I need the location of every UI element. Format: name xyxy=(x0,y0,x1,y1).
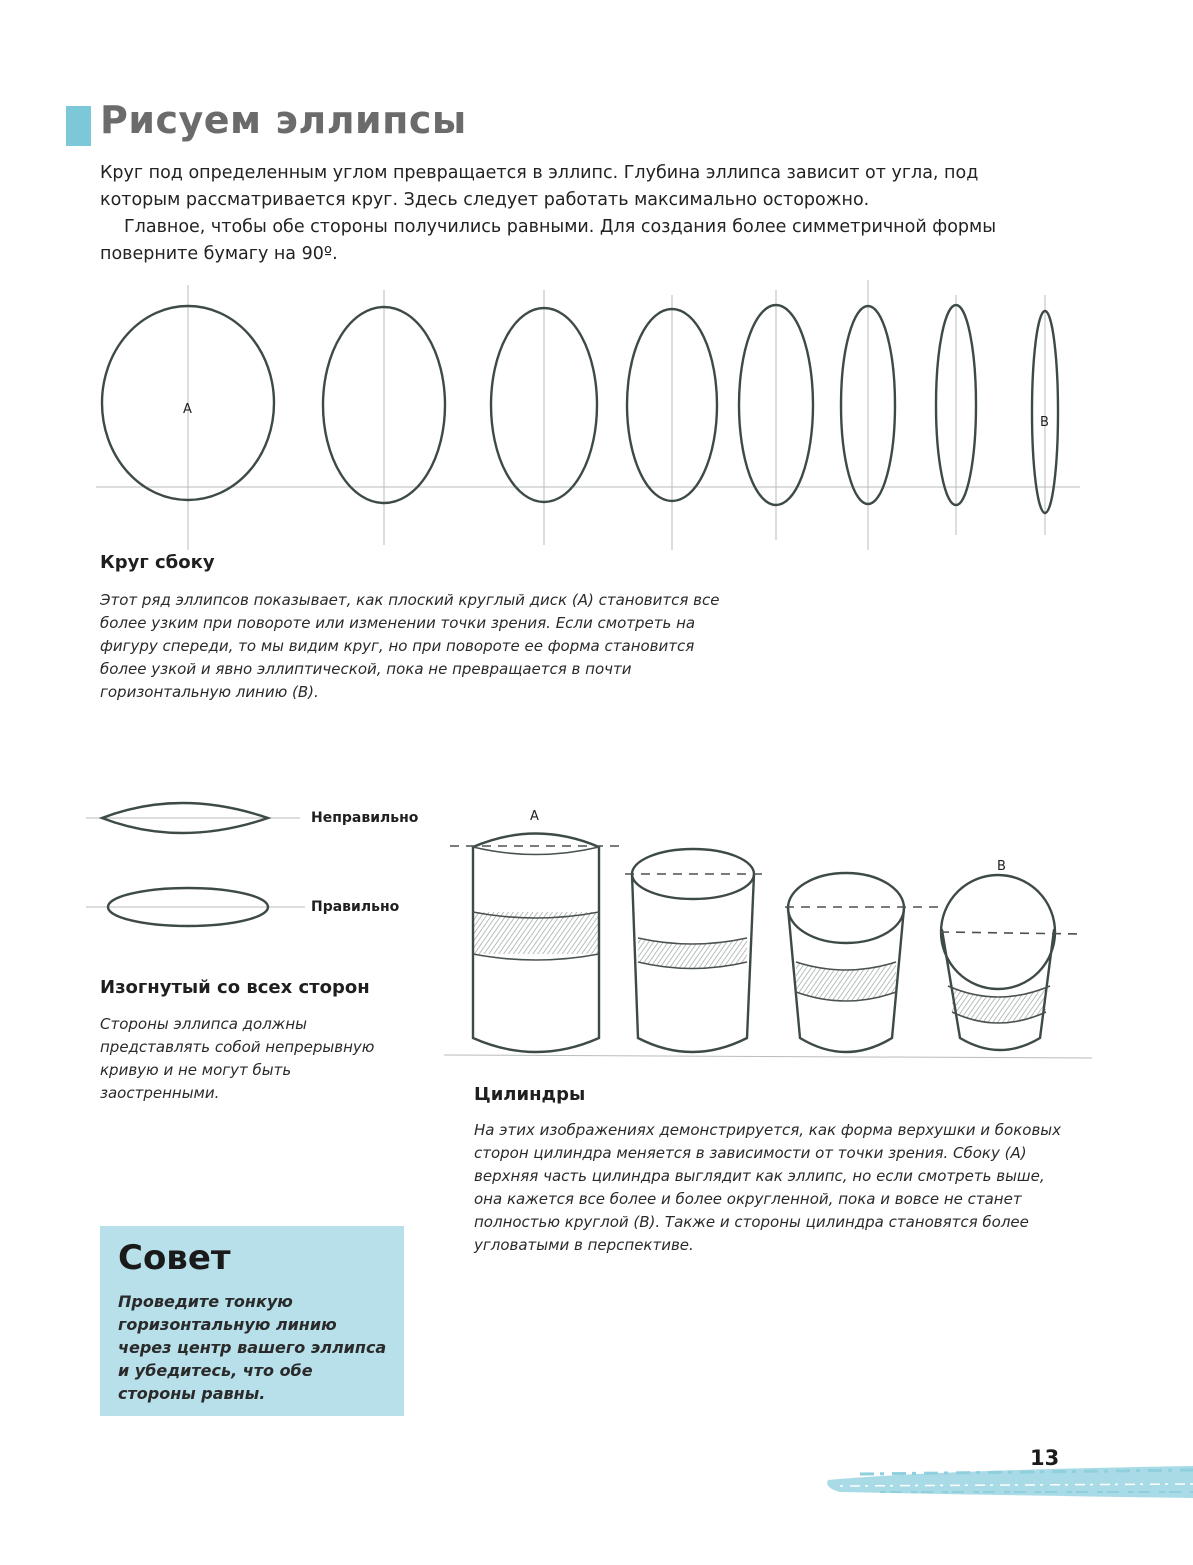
label-a: A xyxy=(183,402,192,417)
cylinders-section-caption: На этих изображениях демонстрируется, как форма верхушки и боковых сторон цилиндра меняется в зависимости от точки зрения. Сбоку (A) верхняя часть цилиндра выглядит как эллипс, но если смотреть выше, она кажется все более и более округленной, пока и вовсе не станет полностью круглой (B). Также и стороны цилиндра становятся более угловатыми в перспективе. xyxy=(474,1121,1062,1254)
wrong-label: Неправильно xyxy=(311,810,419,826)
guide-lines xyxy=(96,280,1080,550)
intro-paragraph-1: Круг под определенным углом превращается в эллипс. Глубина эллипса зависит от угла, под которым рассматривается круг. Здесь следует работать максимально осторожно. xyxy=(100,163,979,210)
cylinder-a xyxy=(450,834,622,1053)
label-b: B xyxy=(1040,415,1049,430)
cylinder-3 xyxy=(785,873,945,1052)
cylinders-section-heading: Цилиндры xyxy=(474,1084,586,1105)
cylinder-label-b: B xyxy=(997,859,1006,874)
right-label: Правильно xyxy=(311,899,400,915)
curved-section-caption: Стороны эллипса должны представлять собой непрерывную кривую и не могут быть заостренными. xyxy=(100,1015,375,1102)
tip-text: Проведите тонкую горизонтальную линию через центр вашего эллипса и убедитесь, что обе стороны равны. xyxy=(118,1292,387,1403)
page-number: 13 xyxy=(1030,1446,1060,1470)
cylinders-illustration xyxy=(440,800,1100,1070)
ellipses-rotation-illustration xyxy=(90,275,1090,555)
intro-text xyxy=(100,160,1060,268)
ellipse-comparison-illustration xyxy=(80,790,320,940)
circle-section-heading: Круг сбоку xyxy=(100,552,215,573)
brush-stroke-decoration xyxy=(820,1462,1193,1504)
cylinder-b xyxy=(940,875,1080,1050)
curved-section-heading: Изогнутый со всех сторон xyxy=(100,977,370,998)
cylinder-2 xyxy=(625,849,762,1052)
title-accent-bar xyxy=(66,106,91,146)
cylinder-label-a: A xyxy=(530,809,539,824)
intro-paragraph-2: Главное, чтобы обе стороны получились равными. Для создания более симметричной формы поверните бумагу на 90º. xyxy=(100,217,997,264)
tip-title: Совет xyxy=(118,1238,231,1278)
page-title: Рисуем эллипсы xyxy=(100,98,467,142)
circle-section-caption: Этот ряд эллипсов показывает, как плоский круглый диск (A) становится все более узким при повороте или изменении точки зрения. Если смотреть на фигуру спереди, то мы видим круг, но при повороте ее форма становится более узкой и явно эллиптической, пока не превращается в почти горизонтальную линию (B). xyxy=(100,591,720,701)
